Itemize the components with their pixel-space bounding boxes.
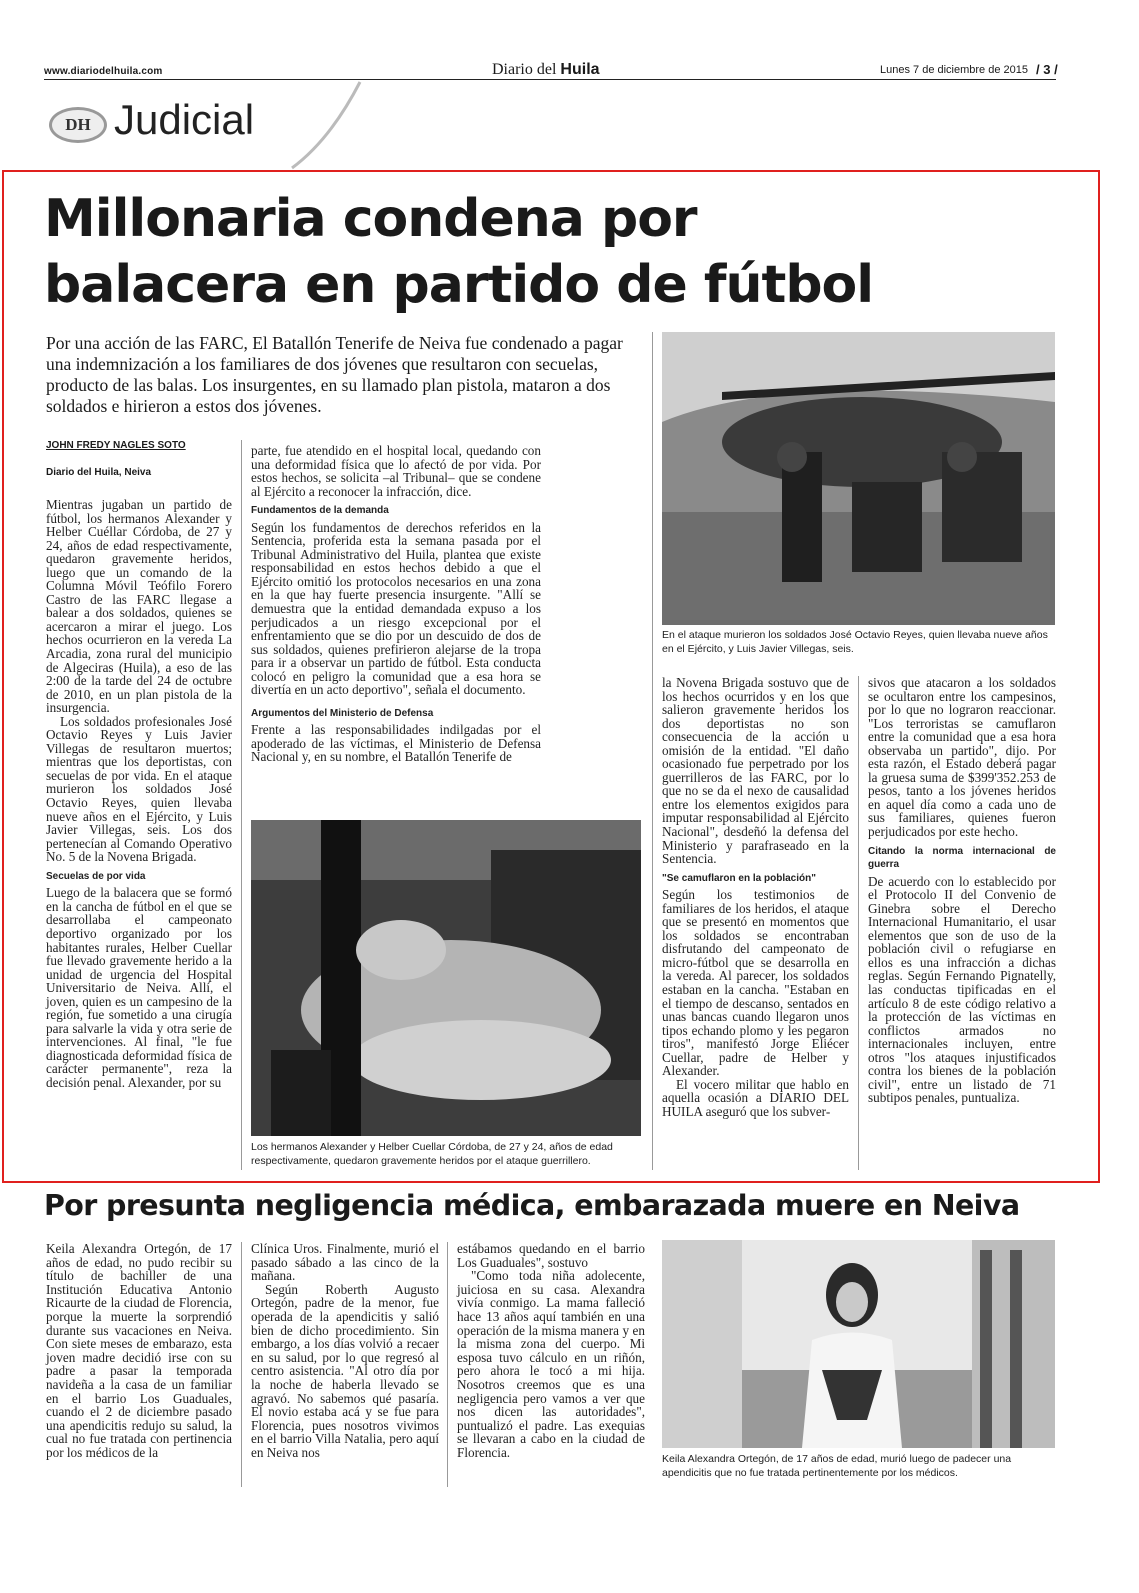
paragraph: estábamos quedando en el barrio Los Guaduales", sostuvo xyxy=(457,1241,645,1270)
photo-helicopter-soldiers xyxy=(662,332,1055,625)
subheading: Argumentos del Ministerio de Defensa xyxy=(251,707,434,719)
website-url: www.diariodelhuila.com xyxy=(44,66,163,77)
photo2-caption: Los hermanos Alexander y Helber Cuellar Córdoba, de 27 y 24, años de edad respectivamente, quedaron gravemente heridos por el ataque guerrillero. xyxy=(251,1141,613,1167)
subheading: Citando la norma internacional de guerra xyxy=(868,845,1056,871)
photo1-caption: En el ataque murieron los soldados José Octavio Reyes, quien llevaba nueve años en el Ejército, y Luis Javier Villegas, seis. xyxy=(662,629,1048,655)
masthead-part-b: Huila xyxy=(560,61,600,78)
column-divider xyxy=(858,676,859,1170)
column-divider xyxy=(241,1242,242,1487)
section-title: Judicial xyxy=(114,96,255,143)
paragraph: Keila Alexandra Ortegón, de 17 años de edad, no pudo recibir su título de bachiller de una Institución Educativa Antonio Ricaurte de la ciudad de Florencia, porque la muerte la sorprendió durante sus vacaciones en Neiva. Con siete meses de embarazo, esta joven madre decidió irse con su padre a pasar la temporada navideña a la casa de un familiar en el barrio Los Guaduales, cuando el 2 de diciembre pasado una apendicitis redujo su salud, la cual no fue tratada con pertinencia por los médicos de la xyxy=(46,1241,232,1460)
headline-line-1: Millonaria condena por xyxy=(44,189,697,249)
article-column-2 xyxy=(251,444,541,764)
photo-injured-brothers xyxy=(251,820,641,1136)
article-column-1 xyxy=(46,498,232,1090)
byline-source: Diario del Huila, Neiva xyxy=(46,467,152,478)
paragraph: parte, fue atendido en el hospital local, quedando con una deformidad física que lo afectó de por vida. Por estos hechos, se solicita –al Tribunal– que se condene al Ejército a reconocer la infracción, dice. xyxy=(251,443,541,499)
masthead-part-a: Diario del xyxy=(492,61,561,78)
byline: JOHN FREDY NAGLES SOTO xyxy=(46,440,186,451)
paragraph: Según los testimonios de familiares de los heridos, el ataque que se presentó en momentos que los soldados se encontraban disfrutando del campeonato de micro-fútbol que se desarrolla en la vereda. Al parecer, los soldados estaban en la cancha. "Estaban en el tiempo de descanso, sentados en unas bancas cuando llegaron unos tipos echando plomo y les pegaron tiros", manifestó Jorge Eliécer Cuellar, padre de Helber y Alexander. xyxy=(662,887,849,1079)
column-divider xyxy=(447,1242,448,1487)
main-headline xyxy=(44,186,1044,318)
masthead xyxy=(492,61,600,79)
column-divider xyxy=(652,332,653,1170)
paragraph: Clínica Uros. Finalmente, murió el pasado sábado a las cinco de la mañana. xyxy=(251,1241,439,1284)
header-rule xyxy=(44,79,1056,80)
column-divider xyxy=(241,440,242,1170)
paragraph: "Como toda niña adolecente, juiciosa en su casa. Alexandra vivía conmigo. La mama falleció hace 13 años aquí también en una operación de la misma manera y en la misma zona del cuerpo. Mi esposa tuvo cálculo en un riñón, pero ahora le tocó a mi hija. Nosotros creemos que es una negligencia pero vamos a ver que nos dicen las autoridades", puntualizó el padre. Las exequias se llevaran a cabo en la ciudad de Florencia. xyxy=(457,1268,645,1460)
article-column-3 xyxy=(662,676,849,1119)
photo-keila xyxy=(662,1240,1055,1448)
subheading: Fundamentos de la demanda xyxy=(251,505,389,517)
second-column-2 xyxy=(251,1242,439,1460)
paragraph: la Novena Brigada sostuvo que de los hechos ocurridos y en los que salieron gravemente heridos los dos deportistas no son consecuencia de la acción u omisión de la entidad. "El daño ocasionado fue perpetrado por los guerrilleros de las FARC, por lo que no se da el nexo de causalidad entre los elementos exigidos para imputar responsabilidad al Ejército Nacional", desdeñó la defensa del Ministerio y parafraseado en la Sentencia. xyxy=(662,675,849,867)
paragraph: Según los fundamentos de derechos referidos en la Sentencia, proferida esta la semana pasada por el Tribunal Administrativo del Huila, plantea que existe responsabilidad en estos hechos debido a que el Ejército omitió los protocolos necesarios en una zona en la que hay fuerte presencia insurgente. "Allí se demuestra que la entidad demandada expuso a los perjudicados a un riesgo excepcional por el enfrentamiento que se dio por un descuido de dos de sus soldados, quienes prefirieron alejarse de la tropa para ir a observar un partido de fútbol. Esta conducta colocó en peligro la comunidad que a esa hora se divertía en un acto deportivo", señala el documento. xyxy=(251,519,541,698)
paragraph: Según Roberth Augusto Ortegón, padre de la menor, fue operada de la apendicitis y salió bien de dicho procedimiento. Sin embargo, a los días volvió a recaer en su salud, por lo que regresó al centro asistencia. "Al otro día por la noche de haberla llevado se agravó. No sabemos qué pasaría. El novio estaba acá y se fue para Florencia, pues nosotros vivimos en el barrio Villa Natalia, pero aquí en Neiva nos xyxy=(251,1281,439,1460)
photo3-caption: Keila Alexandra Ortegón, de 17 años de edad, murió luego de padecer una apendicitis que no fue tratada pertinentemente por los médicos. xyxy=(662,1453,1012,1479)
paragraph: De acuerdo con lo establecido por el Protocolo II del Convenio de Ginebra sobre el Derecho Internacional Humanitario, el usar elementos que son de uso de la población civil o refugiarse en ellos es una infracción a dichas reglas. Según Fernando Pignatelly, las conductas tipificadas en el artículo 8 de este código relativo a la protección de las víctimas en conflictos armados no internacionales incluyen, entre otros "los ataques injustificados contra los bienes de la población civil", entre un listado de 71 subtipos penales, puntualiza. xyxy=(868,873,1056,1106)
paragraph: Mientras jugaban un partido de fútbol, los hermanos Alexander y Helber Cuéllar Córdoba, de 27 y 24, años de edad respectivamente, quedaron gravemente heridos, luego que un comando de la Columna Móvil Teófilo Forero Castro de las FARC llegase a balear a dos soldados, quienes se acercaron a mirar el juego. Los hechos ocurrieron en la vereda La Arcadia, zona rural del municipio de Algeciras (Huila), a eso de las 2:00 de la tarde del 24 de octubre de 2010, en un plan pistola de la insurgencia. xyxy=(46,497,232,716)
second-column-1 xyxy=(46,1242,232,1460)
second-headline: Por presunta negligencia médica, embarazada muere en Neiva xyxy=(44,1189,1020,1222)
second-column-3 xyxy=(457,1242,645,1460)
article-column-4 xyxy=(868,676,1056,1105)
paragraph: El vocero militar que hablo en aquella ocasión a DIARIO DEL HUILA aseguró que los subver- xyxy=(662,1076,849,1119)
subheading: "Se camuflaron en la población" xyxy=(662,872,816,884)
paragraph: Frente a las responsabilidades indilgadas por el apoderado de las víctimas, el Ministerio de Defensa Nacional y, en su nombre, el Batallón Tenerife de xyxy=(251,722,541,765)
issue-date: Lunes 7 de diciembre de 2015 xyxy=(880,64,1028,76)
paragraph: sivos que atacaron a los soldados se ocultaron entre los campesinos, por lo que no lograron reaccionar. "Los terroristas se camuflaron entre la comunidad que a esa hora observaba un partido", dijo. Por esta razón, el Estado deberá pagar la gruesa suma de $399'352.253 de pesos, tanto a los jóvenes heridos en aquel día como a cada uno de sus familiares, quienes fueron perjudicados por este hecho. xyxy=(868,675,1056,840)
paragraph: Luego de la balacera que se formó en la cancha de fútbol en el que se desarrollaba el campeonato deportivo organizado por los habitantes rurales, Helber Cuellar fue llevado gravemente herido a la unidad de urgencia del Hospital Universitario de Neiva. Allí, el joven, quien es un campesino de la región, fue sometido a una cirugía para salvarle la vida y otra serie de intervenciones. Al final, "le fue diagnosticada deformidad física de carácter permanente", reza la decisión penal. Alexander, por su xyxy=(46,885,232,1090)
dh-logo: DH xyxy=(49,107,107,143)
lead-paragraph: Por una acción de las FARC, El Batallón Tenerife de Neiva fue condenado a pagar una indemnización a los familiares de dos jóvenes que resultaron con secuelas, producto de las balas. Los insurgentes, en su llamado plan pistola, mataron a dos soldados e hirieron a estos dos jóvenes. xyxy=(46,333,623,416)
paragraph: Los soldados profesionales José Octavio Reyes y Luis Javier Villegas de resultaron muertos; mientras que los deportistas, con secuelas de por vida. En el ataque murieron los soldados José Octavio Reyes, quien llevaba nueve años en el Ejército, y Luis Javier Villegas, seis. Los dos pertenecían al Comando Operativo No. 5 de la Novena Brigada. xyxy=(46,713,232,865)
page-number: / 3 / xyxy=(1036,62,1058,77)
swoosh-decoration xyxy=(290,80,370,170)
headline-line-2: balacera en partido de fútbol xyxy=(44,255,874,315)
subheading: Secuelas de por vida xyxy=(46,870,146,882)
